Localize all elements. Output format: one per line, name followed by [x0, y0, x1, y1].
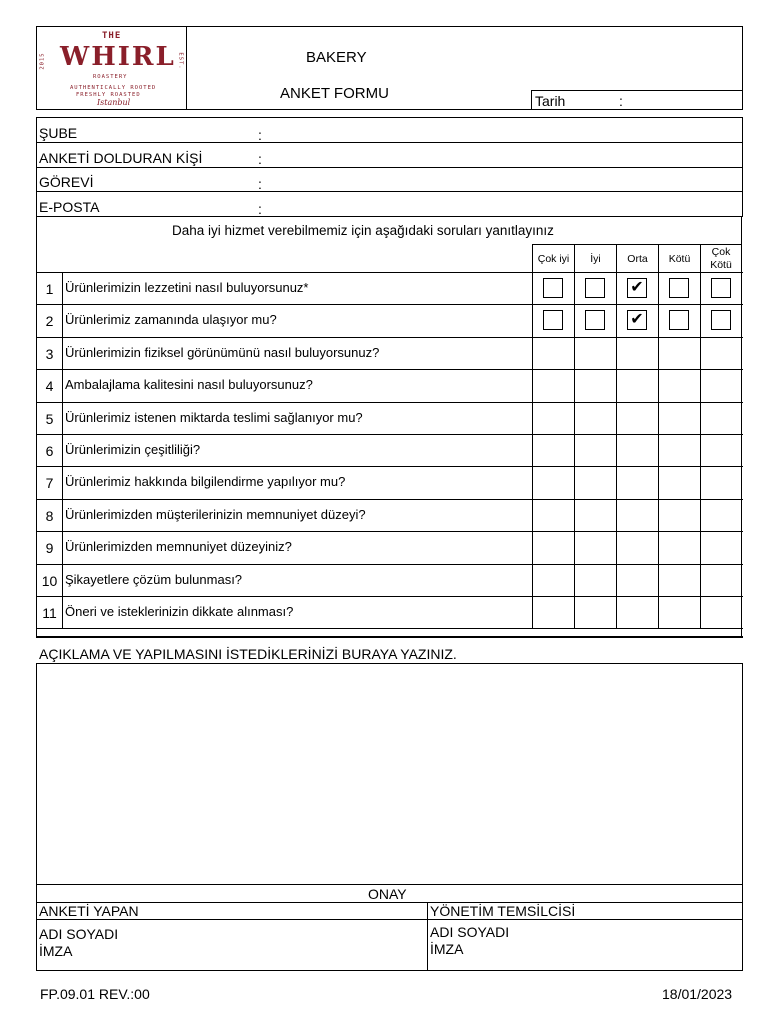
question-text: Ürünlerimizden müşterilerinizin memnuniyet düzeyi?: [65, 506, 366, 522]
approval-right-title: YÖNETİM TEMSİLCİSİ: [430, 903, 576, 919]
question-number: 11: [42, 605, 57, 621]
approval-divider: [427, 902, 428, 971]
row-divider: [36, 434, 743, 435]
table-bottom-1: [36, 628, 743, 629]
rating-cell[interactable]: [702, 436, 740, 464]
rating-cell[interactable]: [660, 468, 698, 496]
rating-cell[interactable]: [534, 501, 572, 529]
logo-est: EST.: [177, 52, 184, 70]
info-label-respondent: ANKETİ DOLDURAN KİŞİ: [39, 150, 203, 166]
question-number: 5: [45, 410, 54, 427]
rating-cell[interactable]: [618, 339, 656, 367]
info-label-email: E-POSTA: [39, 199, 100, 215]
rating-cell[interactable]: [702, 598, 740, 626]
rating-cell[interactable]: [702, 468, 740, 496]
row-divider: [36, 564, 743, 565]
rating-cell[interactable]: [660, 339, 698, 367]
info-label-position: GÖREVİ: [39, 174, 94, 190]
rating-cell[interactable]: [618, 468, 656, 496]
rating-cell[interactable]: [702, 339, 740, 367]
rating-cell[interactable]: [618, 404, 656, 432]
question-text: Ürünlerimizin çeşitliliği?: [65, 442, 201, 457]
logo-tagline-1: AUTHENTICALLY ROOTED: [70, 85, 157, 91]
rating-very-bad: Çok Kötü: [710, 246, 732, 271]
question-text: Ürünlerimiz zamanında ulaşıyor mu?: [65, 312, 277, 328]
rating-cell[interactable]: [618, 371, 656, 399]
info-colon-position: :: [258, 176, 262, 192]
rating-cell[interactable]: [534, 339, 572, 367]
rep-sign-label[interactable]: İMZA: [430, 941, 464, 957]
survey-right-border: [741, 216, 742, 637]
rating-col-4: [700, 244, 701, 629]
row-divider: [36, 369, 743, 370]
question-number: 4: [45, 378, 54, 395]
approval-title: ONAY: [368, 886, 407, 902]
rating-cell[interactable]: [660, 501, 698, 529]
form-code: FP.09.01 REV.:00: [40, 986, 150, 1002]
rating-checkbox[interactable]: [543, 310, 563, 330]
question-number: 1: [45, 281, 54, 297]
rep-name-label[interactable]: ADI SOYADI: [430, 924, 510, 940]
row-divider: [36, 499, 743, 500]
rating-cell[interactable]: [702, 501, 740, 529]
rating-cell[interactable]: [660, 566, 698, 594]
rating-col-0: [532, 244, 533, 629]
rating-cell[interactable]: [618, 533, 656, 561]
rating-cell[interactable]: [660, 533, 698, 561]
rating-cell[interactable]: [534, 436, 572, 464]
question-text: Ürünlerimizin lezzetini nasıl buluyorsunuz*: [65, 280, 309, 295]
rating-col-2: [616, 244, 617, 629]
logo-city: Istanbul: [97, 98, 131, 107]
rating-checkbox[interactable]: [669, 278, 689, 298]
rating-bad: Kötü: [668, 253, 691, 265]
row-divider: [36, 304, 743, 305]
header-row-bottom: [36, 272, 743, 273]
rating-cell[interactable]: [660, 404, 698, 432]
rating-cell[interactable]: [534, 404, 572, 432]
rating-good: İyi: [590, 253, 601, 265]
info-divider-1: [36, 142, 743, 143]
form-date: 18/01/2023: [662, 986, 733, 1002]
rating-checkbox[interactable]: [711, 278, 731, 298]
rating-cell[interactable]: [534, 468, 572, 496]
rating-cell[interactable]: [660, 598, 698, 626]
info-colon-branch: :: [258, 127, 262, 143]
logo-tagline-2: FRESHLY ROASTED: [76, 92, 141, 98]
rating-cell[interactable]: [534, 598, 572, 626]
row-divider: [36, 337, 743, 338]
question-number: 9: [45, 540, 54, 557]
approval-header-bottom: [36, 919, 743, 920]
rating-cell[interactable]: [618, 598, 656, 626]
question-text: Şikayetlere çözüm bulunması?: [65, 571, 243, 587]
question-text: Ambalajlama kalitesini nasıl buluyorsunuz?: [65, 377, 313, 393]
question-text: Öneri ve isteklerinizin dikkate alınması?: [65, 604, 294, 619]
num-col-divider: [62, 272, 63, 629]
rating-cell[interactable]: [576, 371, 614, 399]
comments-heading: AÇIKLAMA VE YAPILMASINI İSTEDİKLERİNİZİ BURAYA YAZINIZ.: [39, 646, 457, 662]
rating-cell[interactable]: [576, 598, 614, 626]
rating-col-3: [658, 244, 659, 629]
form-title-bakery: BAKERY: [306, 49, 367, 66]
date-colon: :: [619, 93, 623, 109]
rating-col-1: [574, 244, 575, 629]
row-divider: [36, 466, 743, 467]
date-label: Tarih: [535, 93, 566, 109]
rating-cell[interactable]: [576, 566, 614, 594]
row-divider: [36, 531, 743, 532]
rating-cell[interactable]: [702, 533, 740, 561]
row-divider: [36, 596, 743, 597]
rating-cell[interactable]: [618, 501, 656, 529]
rating-very-good: Çok iyi: [537, 253, 570, 265]
approval-left-title: ANKETİ YAPAN: [39, 903, 139, 919]
rating-checkbox[interactable]: ✔: [627, 278, 647, 298]
rating-cell[interactable]: [702, 371, 740, 399]
rating-cell[interactable]: [702, 566, 740, 594]
survey-instruction: Daha iyi hizmet verebilmemiz için aşağıdaki soruları yanıtlayınız: [172, 223, 554, 238]
logo-roastery: ROASTERY: [93, 74, 128, 80]
logo-wordmark: WHIRL: [60, 42, 176, 72]
surveyor-name-label[interactable]: ADI SOYADI: [39, 926, 119, 942]
question-text: Ürünlerimizden memnuniyet düzeyiniz?: [65, 539, 292, 555]
header-divider: [186, 26, 187, 110]
question-number: 6: [45, 443, 54, 459]
rating-checkbox[interactable]: [711, 310, 731, 330]
rating-cell[interactable]: [618, 566, 656, 594]
rating-cell[interactable]: [618, 436, 656, 464]
table-bottom-2: [36, 636, 743, 638]
rating-average: Orta: [627, 253, 648, 265]
info-divider-2: [36, 167, 743, 168]
info-colon-email: :: [258, 201, 262, 217]
question-number: 2: [45, 313, 54, 330]
rating-cell[interactable]: [534, 371, 572, 399]
logo-the: THE: [102, 31, 122, 41]
logo-year: 2015: [39, 52, 46, 70]
rating-checkbox[interactable]: [585, 310, 605, 330]
surveyor-sign-label[interactable]: İMZA: [39, 943, 73, 959]
rating-cell[interactable]: [660, 436, 698, 464]
rating-cell[interactable]: [576, 501, 614, 529]
info-label-branch: ŞUBE: [39, 125, 78, 141]
info-colon-respondent: :: [258, 151, 262, 167]
question-number: 7: [45, 475, 54, 492]
approval-top: [36, 884, 743, 885]
question-text: Ürünlerimiz hakkında bilgilendirme yapılıyor mu?: [65, 474, 346, 490]
rating-cell[interactable]: [576, 436, 614, 464]
rating-header-top: [532, 244, 742, 245]
question-text: Ürünlerimizin fiziksel görünümünü nasıl buluyorsunuz?: [65, 344, 380, 360]
question-number: 8: [45, 507, 54, 524]
rating-checkbox[interactable]: [585, 278, 605, 298]
row-divider: [36, 402, 743, 403]
info-divider-3: [36, 191, 743, 192]
approval-header-top: [36, 902, 743, 903]
rating-cell[interactable]: [702, 404, 740, 432]
rating-cell[interactable]: [576, 339, 614, 367]
rating-checkbox[interactable]: ✔: [627, 310, 647, 330]
question-text: Ürünlerimiz istenen miktarda teslimi sağlanıyor mu?: [65, 409, 363, 425]
rating-cell[interactable]: [660, 371, 698, 399]
rating-cell[interactable]: [534, 566, 572, 594]
question-number: 3: [45, 345, 54, 362]
rating-cell[interactable]: [576, 404, 614, 432]
rating-cell[interactable]: [576, 468, 614, 496]
question-number: 10: [41, 572, 58, 589]
rating-checkbox[interactable]: [543, 278, 563, 298]
logo: [40, 28, 184, 108]
rating-checkbox[interactable]: [669, 310, 689, 330]
rating-cell[interactable]: [534, 533, 572, 561]
form-title-survey: ANKET FORMU: [280, 85, 389, 102]
rating-cell[interactable]: [576, 533, 614, 561]
comments-area[interactable]: [36, 663, 743, 971]
